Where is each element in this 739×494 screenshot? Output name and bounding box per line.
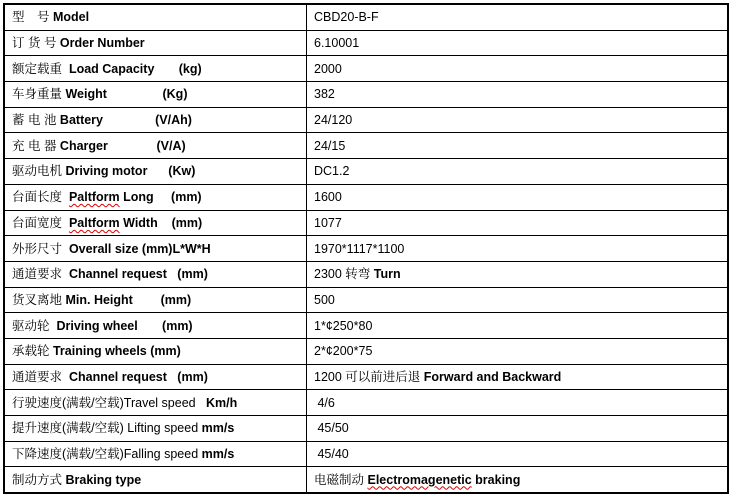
spec-value-cell (307, 390, 729, 416)
text-segment: (V/A) (107, 138, 186, 153)
text-segment: 500 (314, 292, 335, 307)
spec-value-cell (307, 133, 729, 159)
text-segment: Forward and Backward (423, 369, 562, 384)
text-segment: (Kw) (147, 164, 196, 179)
spec-label-cell (4, 441, 307, 467)
table-row (4, 30, 728, 56)
text-segment: braking (471, 472, 521, 487)
text-segment: mm/s (201, 447, 235, 462)
text-segment: Model (52, 10, 90, 25)
spec-label-cell (4, 390, 307, 416)
text-segment: 驱动电机 (12, 164, 66, 179)
table-row (4, 56, 728, 82)
text-segment: 24/120 (314, 113, 353, 128)
table-row (4, 4, 728, 30)
spec-label-cell (4, 4, 307, 30)
text-segment: mm/s (201, 421, 235, 436)
table-row (4, 159, 728, 185)
text-segment: 45/50 (314, 421, 349, 436)
spec-label-cell (4, 416, 307, 442)
text-segment: 订 货 号 (12, 36, 60, 51)
spec-label-cell (4, 133, 307, 159)
spec-label-cell (4, 159, 307, 185)
text-segment: (V/Ah) (103, 113, 192, 128)
text-segment: 蓄 电 池 (12, 113, 60, 128)
table-row (4, 261, 728, 287)
text-segment: 382 (314, 87, 335, 102)
text-segment: Long (119, 190, 154, 205)
table-row (4, 82, 728, 108)
text-segment: Km/h (206, 395, 238, 410)
table-row (4, 287, 728, 313)
text-segment: 通道要求 (12, 369, 69, 384)
text-segment: Charger (59, 138, 108, 153)
text-segment: 通道要求 (12, 267, 69, 282)
text-segment: Width (119, 215, 158, 230)
table-row (4, 236, 728, 262)
spec-label-cell (4, 236, 307, 262)
spec-value-cell (307, 56, 729, 82)
spec-label-cell (4, 210, 307, 236)
table-row (4, 338, 728, 364)
text-segment: 2300 转弯 (314, 267, 374, 282)
spec-table-body (4, 4, 728, 493)
spec-value-cell (307, 30, 729, 56)
text-segment: Turn (373, 267, 401, 282)
text-segment: 制动方式 (12, 472, 66, 487)
spec-value-cell (307, 159, 729, 185)
text-segment: 24/15 (314, 138, 346, 153)
text-segment: 台面宽度 (12, 215, 69, 230)
table-row (4, 133, 728, 159)
misspelled-word: Electromagenetic (367, 472, 472, 487)
spec-value-cell (307, 313, 729, 339)
text-segment: Overall size (mm)L*W*H (68, 241, 211, 256)
spec-value-cell (307, 467, 729, 493)
text-segment: 驱动轮 (12, 318, 57, 333)
text-segment: DC1.2 (314, 164, 350, 179)
spec-value-cell (307, 4, 729, 30)
text-segment: 货叉离地 (12, 292, 66, 307)
spec-label-cell (4, 184, 307, 210)
table-row (4, 467, 728, 493)
misspelled-word: Paltform (68, 215, 120, 230)
spec-label-cell (4, 364, 307, 390)
spec-label-cell (4, 338, 307, 364)
text-segment: Load Capacity (68, 61, 155, 76)
text-segment: Training wheels (mm) (52, 344, 181, 359)
text-segment: 额定载重 (12, 61, 69, 76)
text-segment: Battery (59, 113, 103, 128)
text-segment: Driving motor (65, 164, 148, 179)
spec-label-cell (4, 30, 307, 56)
text-segment: 充 电 器 (12, 138, 60, 153)
spec-value-cell (307, 441, 729, 467)
spec-label-cell (4, 467, 307, 493)
table-row (4, 313, 728, 339)
spec-value-cell (307, 184, 729, 210)
text-segment: 1077 (314, 215, 342, 230)
spec-label-cell (4, 82, 307, 108)
spec-label-cell (4, 261, 307, 287)
text-segment: (mm) (166, 369, 208, 384)
spec-label-cell (4, 56, 307, 82)
text-segment: 电磁制动 (314, 472, 368, 487)
table-row (4, 210, 728, 236)
table-row (4, 441, 728, 467)
text-segment: 车身重量 (12, 87, 66, 102)
table-row (4, 184, 728, 210)
table-row (4, 364, 728, 390)
spec-value-cell (307, 364, 729, 390)
text-segment: 2000 (314, 61, 342, 76)
text-segment: Braking type (65, 472, 142, 487)
spec-table (3, 3, 729, 494)
text-segment: 台面长度 (12, 190, 69, 205)
text-segment: 2*¢200*75 (314, 344, 373, 359)
text-segment: 45/40 (314, 447, 349, 462)
text-segment: CBD20-B-F (314, 10, 379, 25)
spec-label-cell (4, 287, 307, 313)
spec-value-cell (307, 338, 729, 364)
text-segment: 承载轮 (12, 344, 53, 359)
spec-value-cell (307, 236, 729, 262)
spec-label-cell (4, 313, 307, 339)
text-segment: (mm) (132, 292, 192, 307)
text-segment: 提升速度(满载/空载) Lifting speed (12, 421, 202, 436)
spec-value-cell (307, 210, 729, 236)
text-segment: Order Number (59, 36, 145, 51)
text-segment: Channel request (68, 369, 167, 384)
spec-value-cell (307, 287, 729, 313)
spec-value-cell (307, 416, 729, 442)
table-row (4, 416, 728, 442)
text-segment: (Kg) (106, 87, 188, 102)
text-segment: Driving wheel (56, 318, 138, 333)
text-segment: (mm) (137, 318, 193, 333)
text-segment: Min. Height (65, 292, 133, 307)
spec-label-cell (4, 107, 307, 133)
text-segment: (mm) (157, 215, 203, 230)
text-segment: 1970*1117*1100 (314, 241, 405, 256)
table-row (4, 390, 728, 416)
text-segment: Channel request (68, 267, 167, 282)
text-segment: 4/6 (314, 395, 335, 410)
text-segment: (mm) (166, 267, 208, 282)
table-row (4, 107, 728, 133)
text-segment: 1200 可以前进后退 (314, 369, 424, 384)
spec-value-cell (307, 82, 729, 108)
text-segment: 1600 (314, 190, 342, 205)
spec-value-cell (307, 107, 729, 133)
document-sheet (3, 3, 729, 494)
misspelled-word: Paltform (68, 190, 120, 205)
text-segment: 1*¢250*80 (314, 318, 373, 333)
text-segment: (mm) (153, 190, 202, 205)
text-segment: 型 号 (12, 10, 53, 25)
text-segment: Weight (65, 87, 107, 102)
spec-value-cell (307, 261, 729, 287)
text-segment: 行驶速度(满载/空载)Travel speed (12, 395, 207, 410)
text-segment: 外形尺寸 (12, 241, 69, 256)
text-segment: (kg) (154, 61, 202, 76)
text-segment: 6.10001 (314, 36, 360, 51)
text-segment: 下降速度(满载/空载)Falling speed (12, 447, 202, 462)
